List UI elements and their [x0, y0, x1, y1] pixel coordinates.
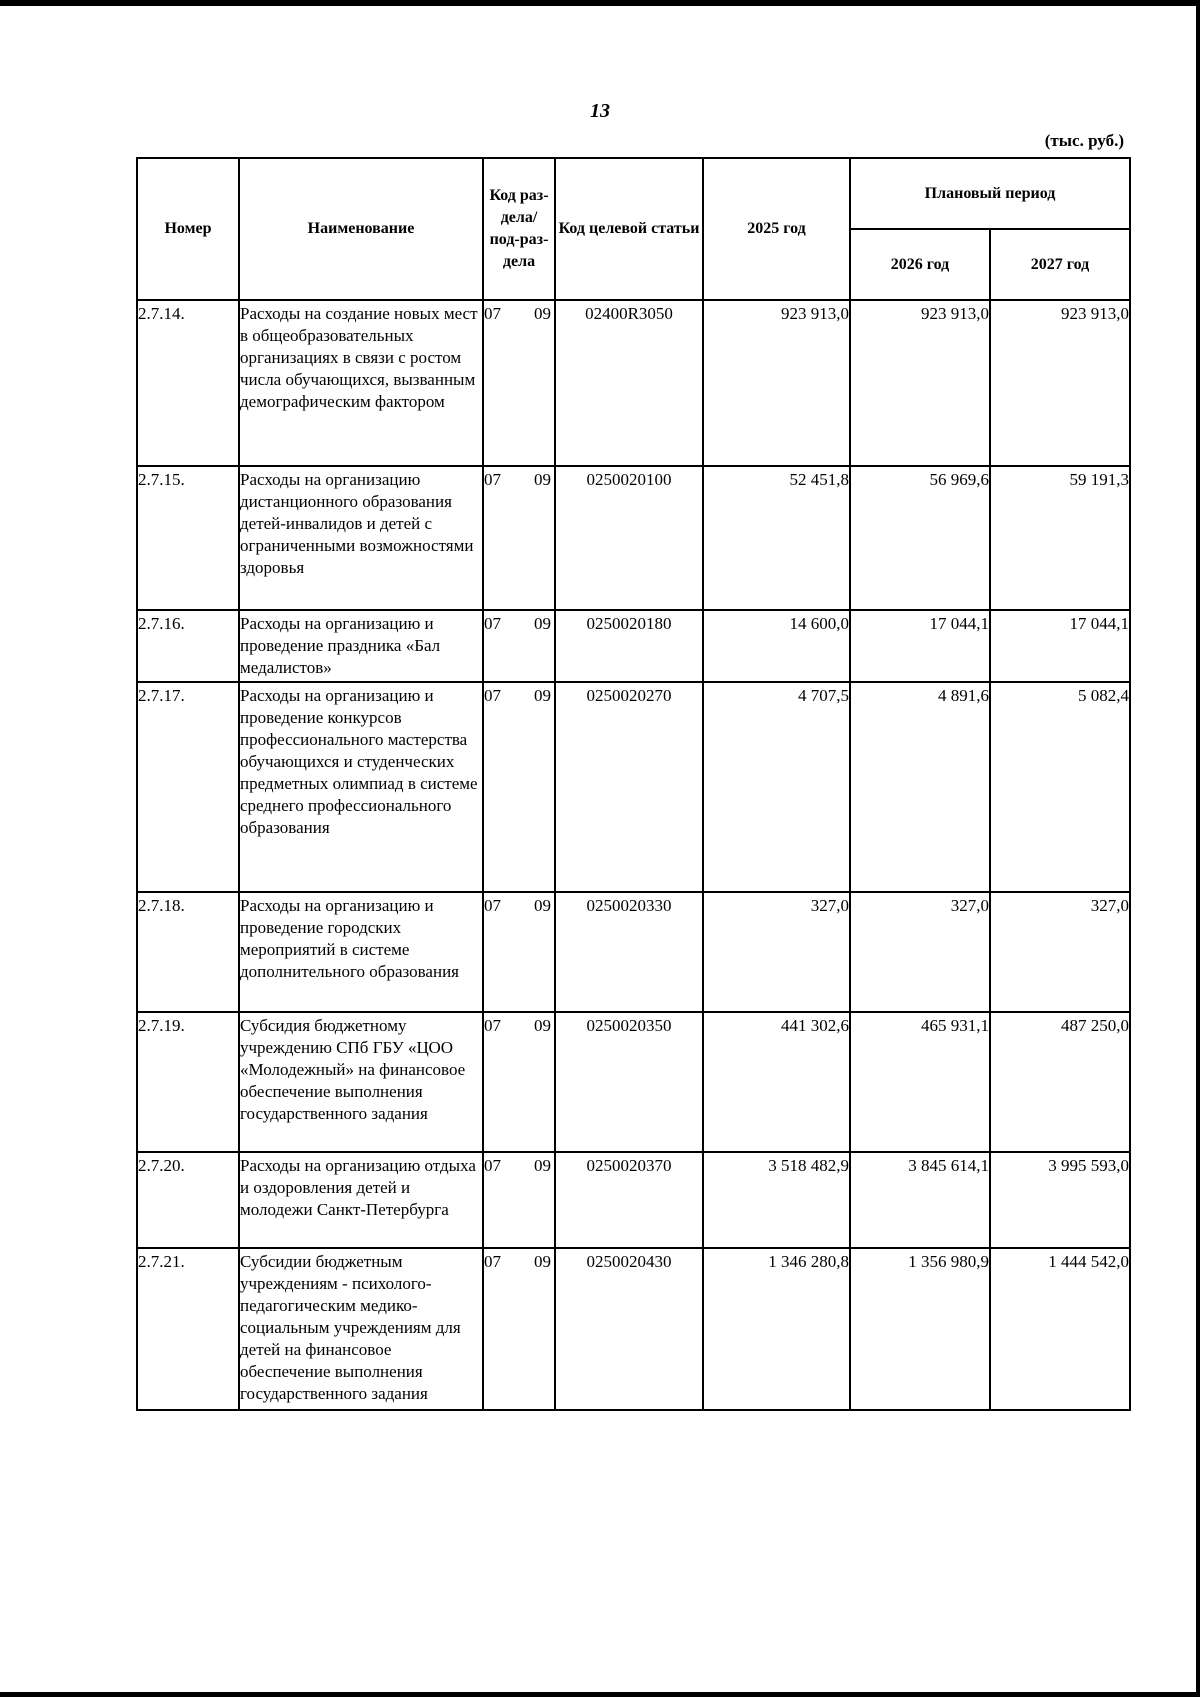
row-name: Расходы на создание новых мест в общеобразовательных организациях в связи с ростом числа обучающихся, вызванным демографическим фактором: [239, 300, 483, 466]
subsection-code: 09: [534, 896, 551, 915]
row-section-code: [483, 466, 555, 610]
unit-label: (тыс. руб.): [1044, 131, 1124, 150]
header-planned-period: Плановый период: [850, 158, 1130, 229]
row-name: Субсидия бюджетному учреждению СПб ГБУ «ЦОО «Молодежный» на финансовое обеспечение выполнения государственного задания: [239, 1012, 483, 1152]
row-value-2025: 14 600,0: [703, 610, 850, 682]
row-value-2025: 1 346 280,8: [703, 1248, 850, 1410]
header-article-code: Код целевой статьи: [555, 158, 703, 300]
table-row: [137, 1248, 1130, 1410]
subsection-code: 09: [534, 470, 551, 489]
row-name: Расходы на организацию и проведение конкурсов профессионального мастерства обучающихся и студенческих предметных олимпиад в системе среднего профессионального образования: [239, 682, 483, 892]
row-value-2027: 17 044,1: [990, 610, 1130, 682]
budget-table: [136, 157, 1131, 1411]
table-row: [137, 892, 1130, 1012]
row-value-2026: 923 913,0: [850, 300, 990, 466]
row-article-code: 0250020350: [555, 1012, 703, 1152]
row-article-code: 0250020330: [555, 892, 703, 1012]
row-value-2025: 52 451,8: [703, 466, 850, 610]
table-row: [137, 1012, 1130, 1152]
row-section-code: [483, 1248, 555, 1410]
header-year-2026: 2026 год: [850, 229, 990, 300]
row-value-2025: 327,0: [703, 892, 850, 1012]
header-section-code: Код раз-дела/ под-раз-дела: [483, 158, 555, 300]
row-number: 2.7.17.: [137, 682, 239, 892]
table-row: [137, 610, 1130, 682]
row-name: Расходы на организацию и проведение городских мероприятий в системе дополнительного образования: [239, 892, 483, 1012]
row-name: Расходы на организацию и проведение праздника «Бал медалистов»: [239, 610, 483, 682]
subsection-code: 09: [534, 304, 551, 323]
section-code: 07: [484, 1156, 501, 1175]
row-value-2027: 59 191,3: [990, 466, 1130, 610]
row-value-2025: 441 302,6: [703, 1012, 850, 1152]
row-value-2027: 923 913,0: [990, 300, 1130, 466]
section-code: 07: [484, 470, 501, 489]
row-value-2026: 465 931,1: [850, 1012, 990, 1152]
subsection-code: 09: [534, 1156, 551, 1175]
row-article-code: 0250020270: [555, 682, 703, 892]
subsection-code: 09: [534, 614, 551, 633]
section-code: 07: [484, 1252, 501, 1271]
table-row: [137, 300, 1130, 466]
row-number: 2.7.16.: [137, 610, 239, 682]
table-row: [137, 466, 1130, 610]
row-value-2026: 1 356 980,9: [850, 1248, 990, 1410]
row-section-code: [483, 1012, 555, 1152]
scan-edge-right: [1196, 0, 1200, 1697]
row-value-2027: 487 250,0: [990, 1012, 1130, 1152]
row-value-2026: 4 891,6: [850, 682, 990, 892]
header-number: Номер: [137, 158, 239, 300]
row-value-2026: 17 044,1: [850, 610, 990, 682]
row-number: 2.7.18.: [137, 892, 239, 1012]
header-year-2025: 2025 год: [703, 158, 850, 300]
subsection-code: 09: [534, 1016, 551, 1035]
page-number: 13: [590, 100, 610, 122]
subsection-code: 09: [534, 686, 551, 705]
scan-edge-bottom: [0, 1692, 1200, 1697]
row-name: Расходы на организацию дистанционного образования детей-инвалидов и детей с ограниченными возможностями здоровья: [239, 466, 483, 610]
row-section-code: [483, 1152, 555, 1248]
section-code: 07: [484, 1016, 501, 1035]
row-number: 2.7.14.: [137, 300, 239, 466]
section-code: 07: [484, 304, 501, 323]
row-value-2025: 4 707,5: [703, 682, 850, 892]
row-value-2025: 923 913,0: [703, 300, 850, 466]
row-value-2026: 3 845 614,1: [850, 1152, 990, 1248]
row-name: Расходы на организацию отдыха и оздоровления детей и молодежи Санкт-Петербурга: [239, 1152, 483, 1248]
row-section-code: [483, 610, 555, 682]
row-value-2025: 3 518 482,9: [703, 1152, 850, 1248]
row-section-code: [483, 682, 555, 892]
row-number: 2.7.20.: [137, 1152, 239, 1248]
row-section-code: [483, 300, 555, 466]
header-year-2027: 2027 год: [990, 229, 1130, 300]
section-code: 07: [484, 614, 501, 633]
row-number: 2.7.19.: [137, 1012, 239, 1152]
row-value-2026: 56 969,6: [850, 466, 990, 610]
row-value-2027: 3 995 593,0: [990, 1152, 1130, 1248]
header-name: Наименование: [239, 158, 483, 300]
row-article-code: 0250020370: [555, 1152, 703, 1248]
row-article-code: 0250020180: [555, 610, 703, 682]
section-code: 07: [484, 686, 501, 705]
row-value-2026: 327,0: [850, 892, 990, 1012]
row-section-code: [483, 892, 555, 1012]
subsection-code: 09: [534, 1252, 551, 1271]
row-article-code: 0250020430: [555, 1248, 703, 1410]
table-row: [137, 1152, 1130, 1248]
row-number: 2.7.15.: [137, 466, 239, 610]
scan-edge-top: [0, 0, 1200, 6]
row-value-2027: 5 082,4: [990, 682, 1130, 892]
row-article-code: 0250020100: [555, 466, 703, 610]
row-article-code: 02400R3050: [555, 300, 703, 466]
row-number: 2.7.21.: [137, 1248, 239, 1410]
table-row: [137, 682, 1130, 892]
row-value-2027: 327,0: [990, 892, 1130, 1012]
row-value-2027: 1 444 542,0: [990, 1248, 1130, 1410]
section-code: 07: [484, 896, 501, 915]
row-name: Субсидии бюджетным учреждениям - психолого-педагогическим медико-социальным учреждениям для детей на финансовое обеспечение выполнения государственного задания: [239, 1248, 483, 1410]
